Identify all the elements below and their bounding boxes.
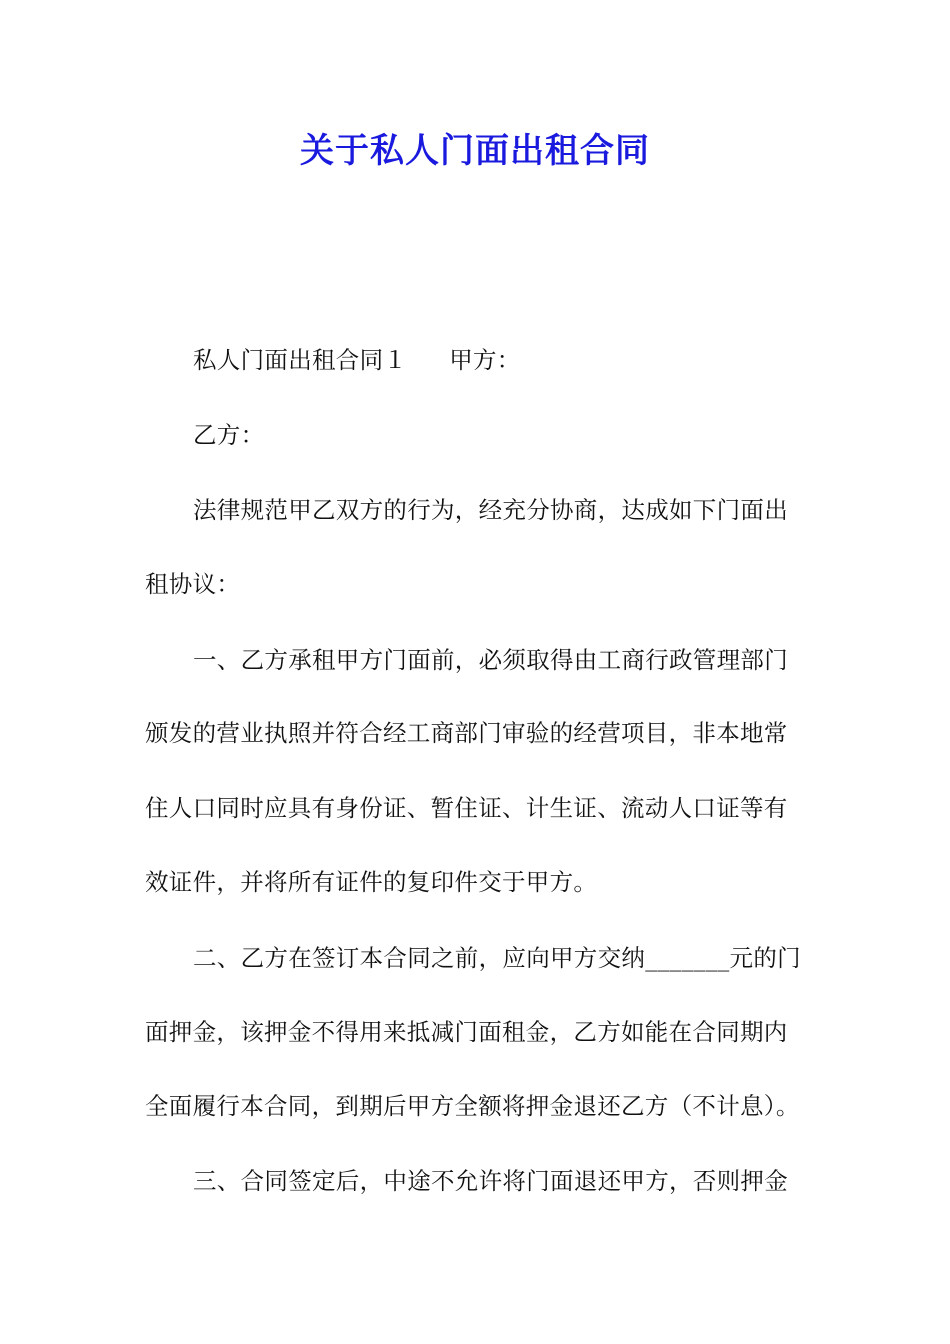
paragraph-contract-header [193, 343, 521, 377]
paragraph-line: 一、乙方承租甲方门面前，必须取得由工商行政管理部门 [193, 646, 788, 674]
paragraph-line: 法律规范甲乙双方的行为，经充分协商，达成如下门面出 [193, 496, 788, 524]
contract-number-label: 私人门面出租合同１ [193, 346, 408, 374]
paragraph-line: 住人口同时应具有身份证、暂住证、计生证、流动人口证等有 [145, 794, 788, 822]
paragraph-line: 二、乙方在签订本合同之前，应向甲方交纳_______元的门 [193, 944, 801, 972]
paragraph-line: 全面履行本合同，到期后甲方全额将押金退还乙方（不计息）。 [145, 1092, 800, 1120]
party-a-label: 甲方： [449, 346, 521, 374]
paragraph-line: 三、合同签定后，中途不允许将门面退还甲方，否则押金 [193, 1167, 788, 1195]
paragraph-line: 颁发的营业执照并符合经工商部门审验的经营项目，非本地常 [145, 719, 788, 747]
paragraph-line: 租协议： [145, 570, 241, 598]
paragraph-line: 面押金，该押金不得用来抵减门面租金，乙方如能在合同期内 [145, 1018, 788, 1046]
party-b-label: 乙方： [193, 421, 265, 449]
paragraph-line: 效证件，并将所有证件的复印件交于甲方。 [145, 868, 598, 896]
document-title: 关于私人门面出租合同 [300, 131, 650, 171]
